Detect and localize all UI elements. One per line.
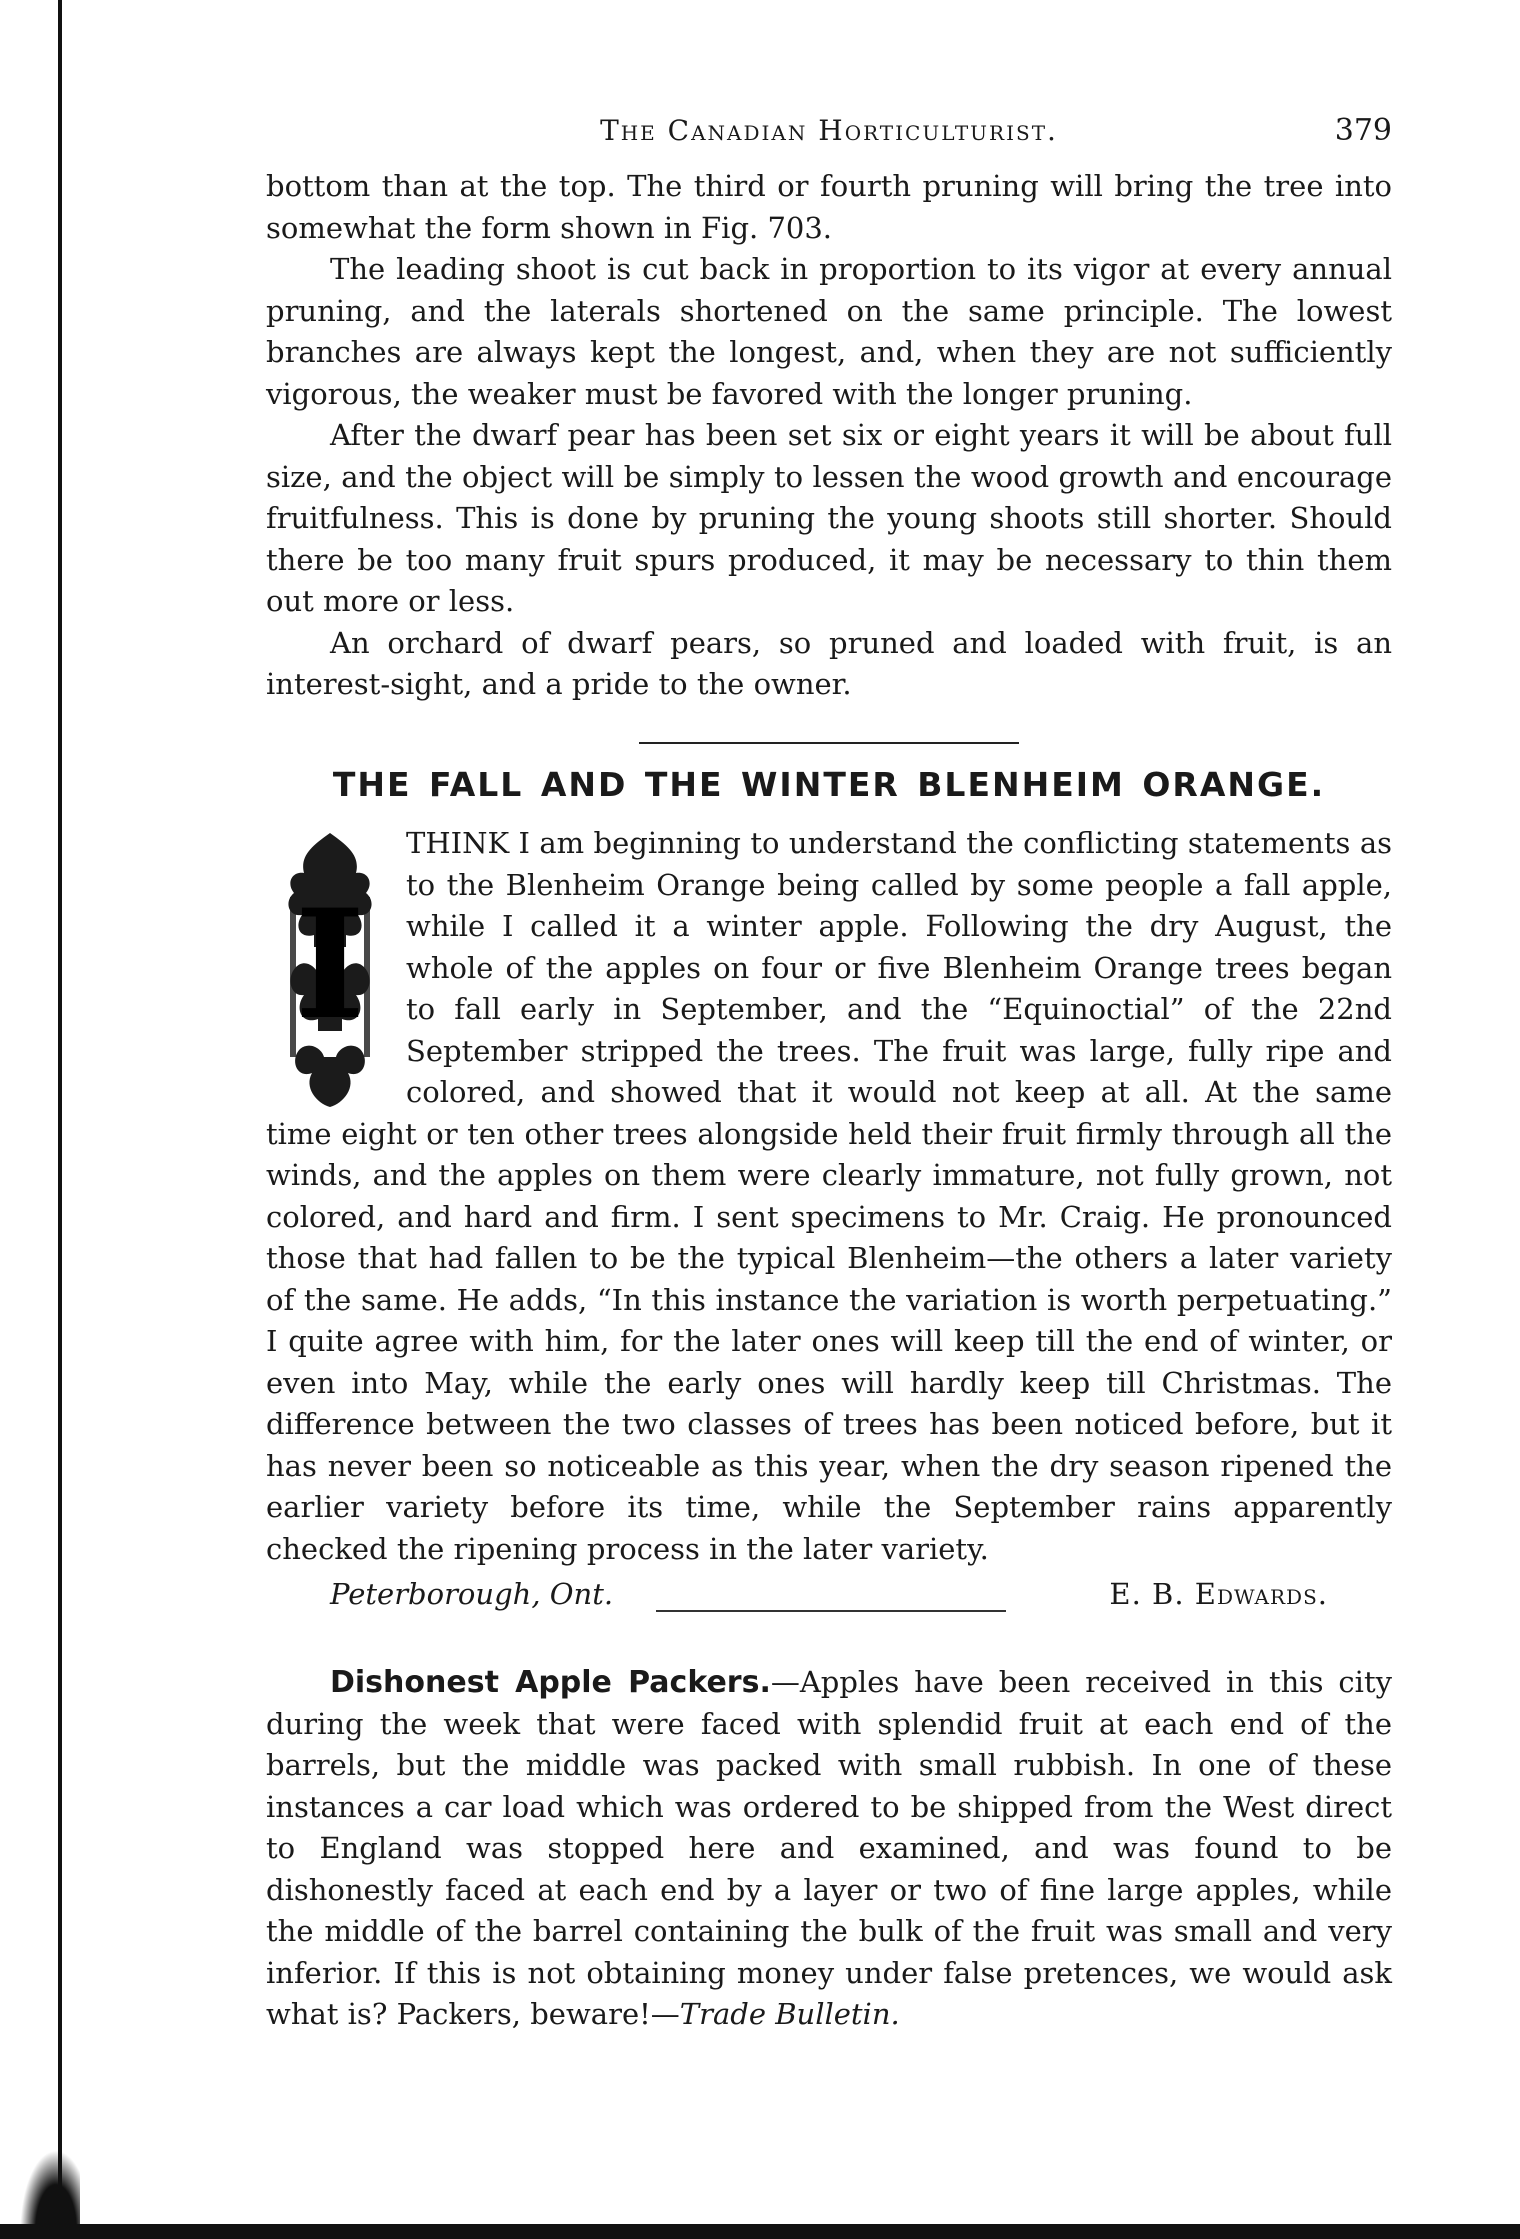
drop-cap-ornament-icon [280,827,380,1113]
bottom-page-edge [0,2224,1520,2239]
article-title: THE FALL AND THE WINTER BLENHEIM ORANGE. [332,764,1326,804]
article-paragraph: THINK I am beginning to understand the conflicting statements as to the Blenheim Orange being called by some people a fall apple, while I called it a winter apple. Following the dry August, the whole of the apples on four or five Blenheim Orange trees began to fall early in September, and the “Equinoctial” of the 22nd September stripped the trees. The fruit was large, fully ripe and colored, and showed that it would not keep at all. At the same time eight or ten other trees alongside held their fruit firmly through all the winds, and the apples on them were clearly immature, not fully grown, not colored, and hard and firm. I sent specimens to Mr. Craig. He pronounced those that had fallen to be the typical Blenheim—the others a later variety of the same. He adds, “In this instance the variation is worth perpetuating.” I quite agree with him, for the later ones will keep till the end of winter, or even into May, while the early ones will hardly keep till Christmas. The difference between the two classes of trees has been noticed before, but it has never been so noticeable as this year, when the dry season ripened the earlier variety before its time, while the September rains apparently checked the ripening process in the later variety. [266,826,1392,1566]
pruning-paragraph-1: bottom than at the top. The third or fourth pruning will bring the tree into somewhat the form shown in Fig. 703. [266,169,1392,245]
article-author: E. B. Edwards. [1109,1577,1328,1611]
signoff-rule [656,1610,1006,1612]
packers-heading: Dishonest Apple Packers. [330,1665,771,1700]
packers-body: —Apples have been received in this city during the week that were faced with splendid fruit at each end of the barrels, but the middle was packed with small rubbish. In one of these instances a car load which was ordered to be shipped from the West direct to England was stopped here and examined, and was found to be dishonestly faced at each end by a layer or two of fine large apples, while the middle of the barrel containing the bulk of the fruit was small and very inferior. If this is not obtaining money under false pretences, we would ask what is? Packers, beware!— [266,1665,1392,2031]
book-spine-edge [58,0,62,2239]
section-divider [639,742,1019,744]
article-place: Peterborough, Ont. [330,1577,614,1611]
pruning-paragraph-2: The leading shoot is cut back in proportion to its vigor at every annual pruning, and the laterals shortened on the same principle. The lowest branches are always kept the longest, and, when they are not sufficiently vigorous, the weaker must be favored with the longer pruning. [266,252,1392,411]
page-curl-shadow [20,2150,80,2230]
page-content [266,110,1392,2036]
packers-source: Trade Bulletin. [679,1997,900,2031]
packers-paragraph [266,1662,1392,2036]
pruning-paragraph-3: After the dwarf pear has been set six or eight years it will be about full size, and the object will be simply to lessen the wood growth and encourage fruitfulness. This is done by pruning the young shoots still shorter. Should there be too many fruit spurs produced, it may be necessary to thin them out more or less. [266,418,1392,618]
article-body [266,823,1392,1570]
pruning-paragraph-4: An orchard of dwarf pears, so pruned and loaded with fruit, is an interest-sight, and a pride to the owner. [266,625,1392,701]
running-title: The Canadian Horticulturist. [600,114,1058,147]
article-signoff [266,1574,1392,1622]
running-head [266,110,1392,166]
ornamental-drop-cap [280,827,380,1113]
drop-cap-letter: I [294,877,366,1053]
page-number: 379 [1334,113,1392,148]
